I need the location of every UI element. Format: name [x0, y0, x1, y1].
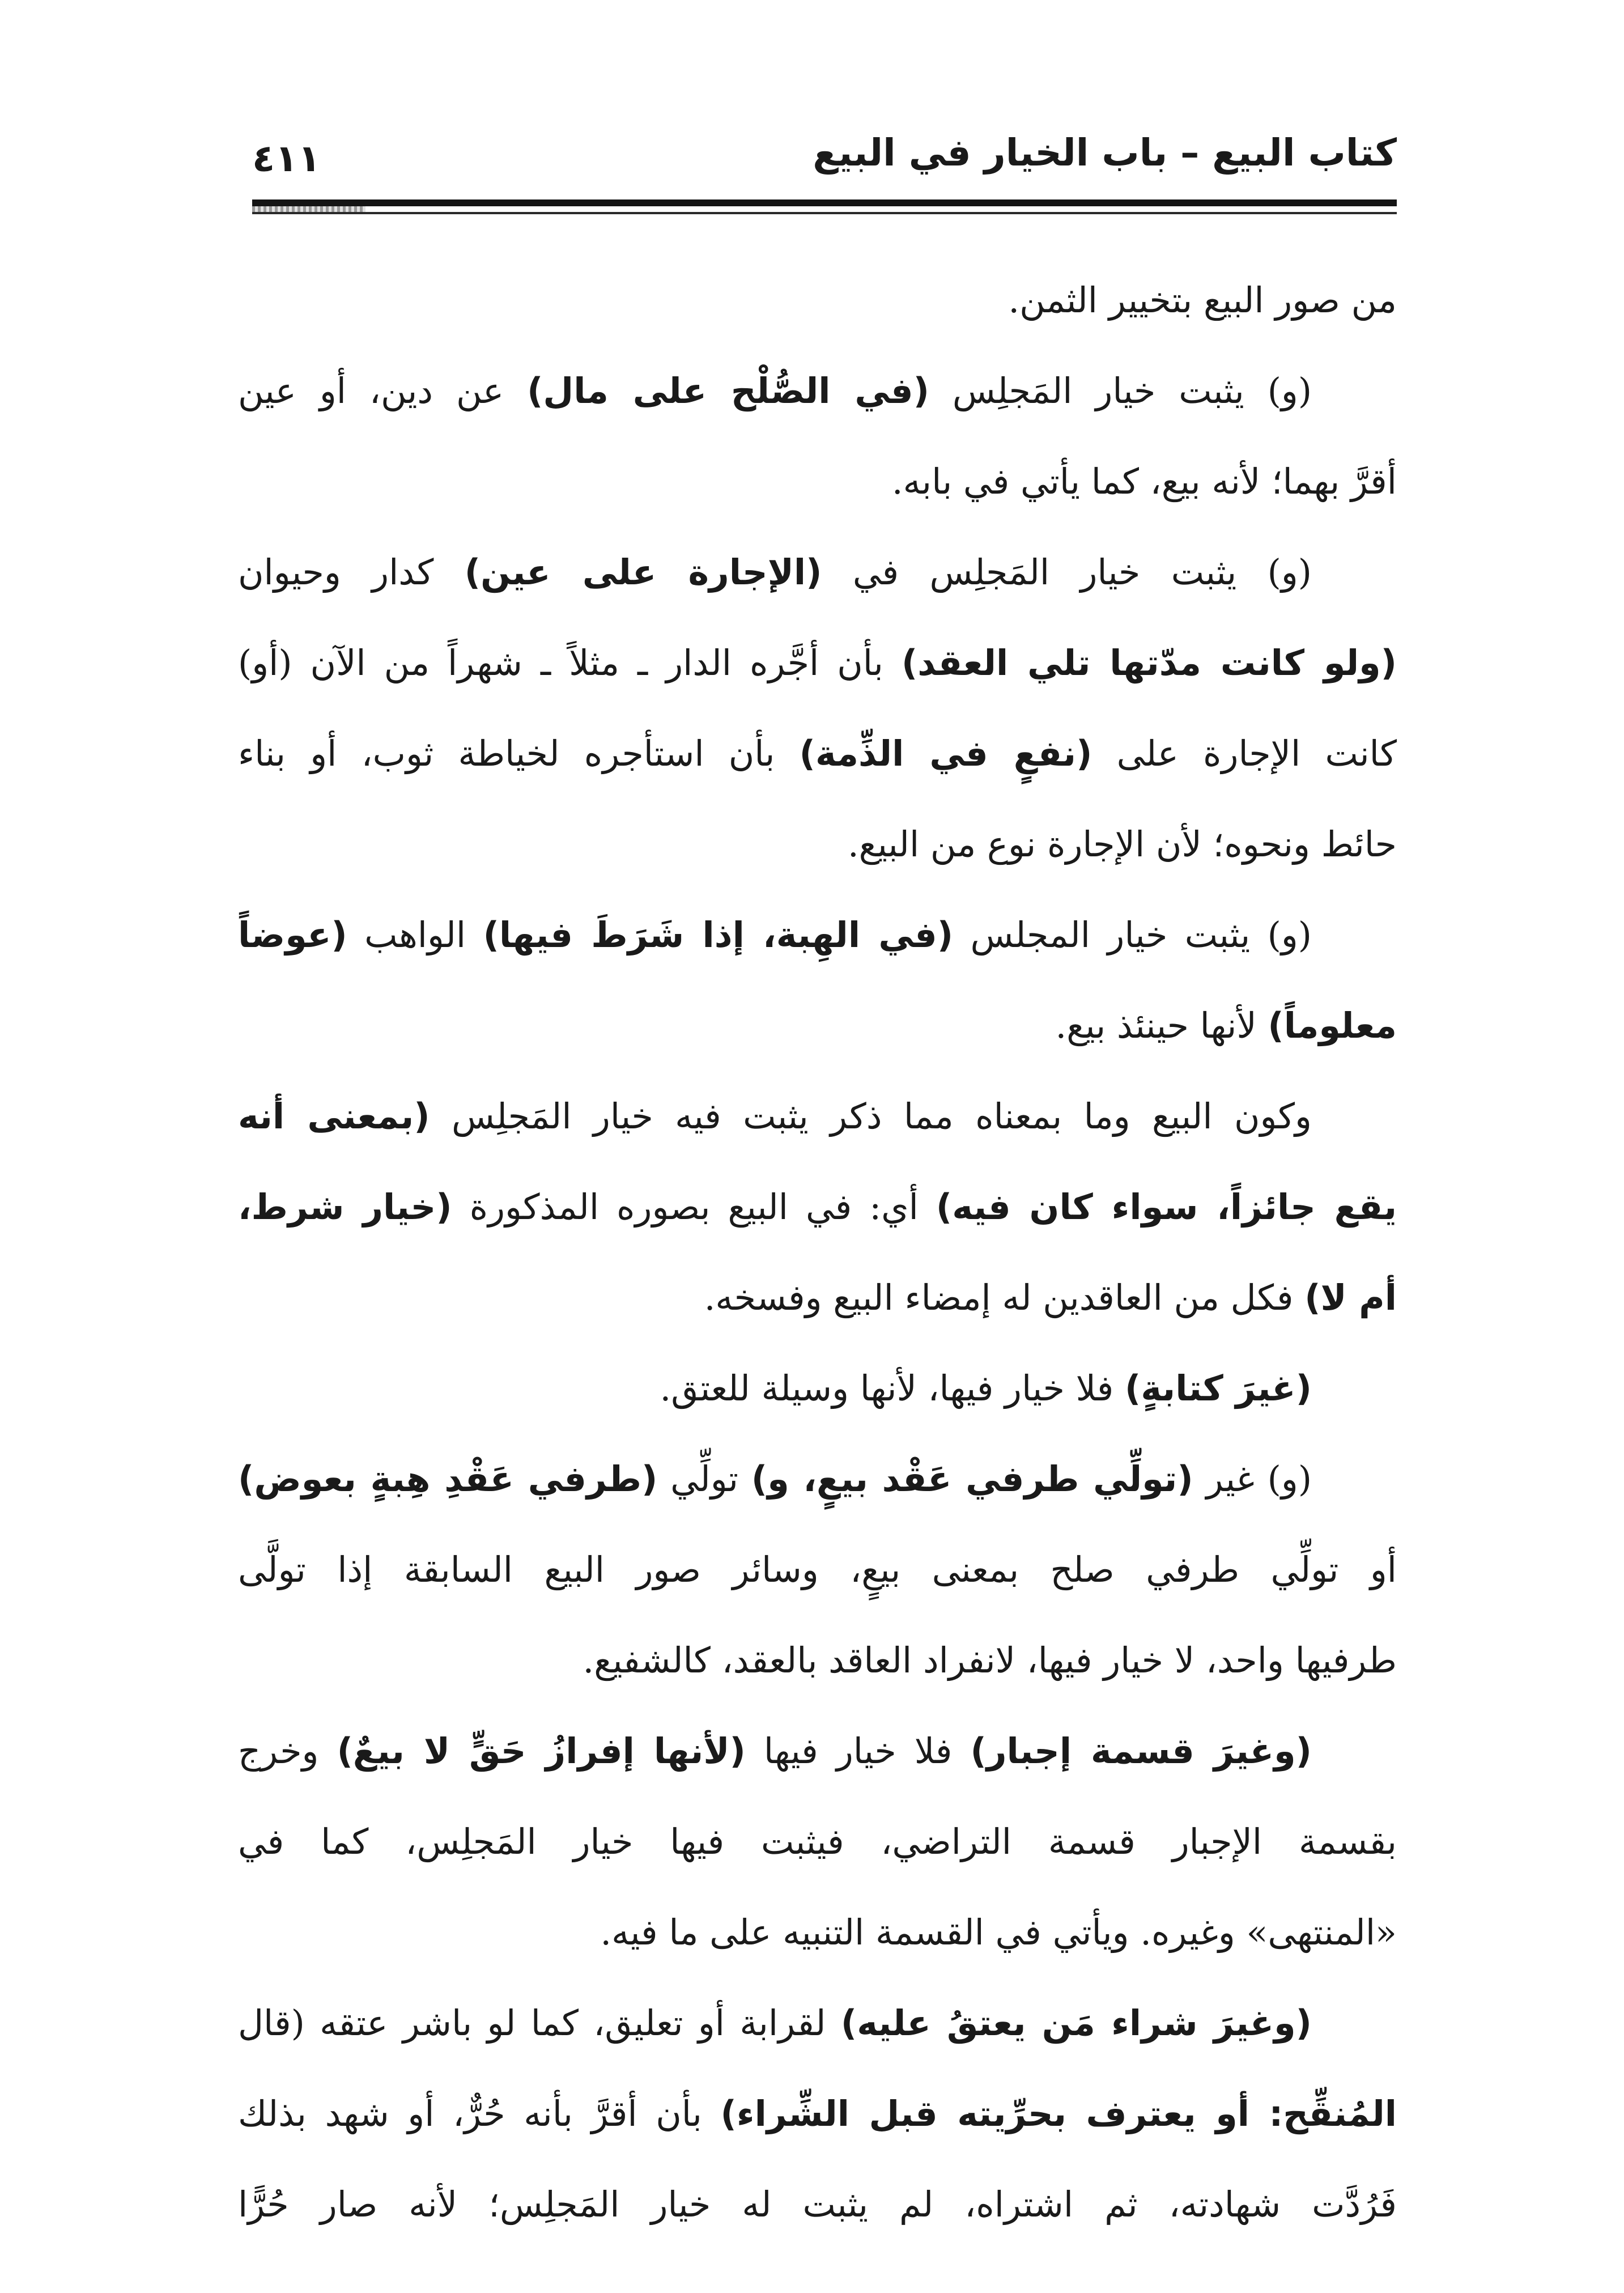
text-segment: بأن أجَّره الدار ـ مثلاً ـ شهراً من الآن (أو) [238, 642, 902, 683]
bold-segment: (تولِّي طرفي عَقْد بيعٍ، و) [751, 1458, 1193, 1500]
text-line [238, 980, 1397, 1071]
text-segment: فَرُدَّت شهادته، ثم اشتراه، لم يثبت له خيار المَجلِس؛ لأنه صار حُرًّا [238, 2184, 1397, 2225]
text-line [238, 1615, 1397, 1706]
bold-segment: (ولو كانت مدّتها تلي العقد) [901, 642, 1397, 683]
text-segment: (و) يثبت خيار المَجلِس في [822, 551, 1312, 593]
text-line [238, 799, 1397, 890]
text-segment: طرفيها واحد، لا خيار فيها، لانفراد العاقد بالعقد، كالشفيع. [583, 1640, 1397, 1681]
text-segment: أقرَّ بهما؛ لأنه بيع، كما يأتي في بابه. [891, 461, 1397, 502]
text-line [238, 436, 1397, 527]
text-segment: «المنتهى» وغيره. ويأتي في القسمة التنبيه على ما فيه. [600, 1912, 1397, 1953]
text-line [238, 618, 1397, 708]
bold-segment: (في الهِبة، إذا شَرَطَ فيها) [483, 914, 954, 956]
text-line [238, 1797, 1397, 1887]
text-segment: فلا خيار فيها [745, 1730, 971, 1772]
text-segment: أي: في البيع بصوره المذكورة [452, 1186, 936, 1228]
header-rule-thick [252, 199, 1397, 206]
bold-segment: (لأنها إفرازُ حَقٍّ لا بيعٌ) [337, 1730, 746, 1772]
text-line [238, 1706, 1397, 1797]
text-line [238, 708, 1397, 799]
text-segment: حائط ونحوه؛ لأن الإجارة نوع من البيع. [847, 823, 1397, 865]
text-segment: لقرابة أو تعليق، كما لو باشر عتقه (قال [238, 2002, 841, 2044]
text-segment: (و) يثبت خيار المَجلِس [929, 370, 1312, 411]
text-segment: تولِّي [657, 1458, 751, 1500]
bold-segment: يقع جائزاً، سواء كان فيه) [936, 1186, 1397, 1228]
bold-segment: المُنقِّح: أو يعترف بحرِّيته قبل الشِّراء) [720, 2093, 1397, 2134]
text-line [238, 1887, 1397, 1978]
text-segment: الواهب [347, 914, 483, 956]
bold-segment: (عوضاً [238, 914, 347, 956]
text-segment: بأن أقرَّ بأنه حُرٌّ، أو شهد بذلك [238, 2093, 721, 2134]
text-line [238, 2069, 1397, 2159]
text-line [238, 1071, 1397, 1162]
header-title: كتاب البيع – باب الخيار في البيع [813, 131, 1397, 175]
text-segment: وخرج [238, 1730, 337, 1772]
bold-segment: (وغيرَ شراء مَن يعتقُ عليه) [840, 2002, 1312, 2044]
bold-segment: (وغيرَ قسمة إجبار) [970, 1730, 1312, 1772]
text-segment: فلا خيار فيها، لأنها وسيلة للعتق. [660, 1368, 1125, 1409]
text-segment: من صور البيع بتخيير الثمن. [1008, 279, 1397, 321]
text-segment: (و) يثبت خيار المجلس [953, 914, 1312, 956]
text-segment: عن دين، أو عين [238, 370, 528, 411]
text-segment: وكون البيع وما بمعناه مما ذكر يثبت فيه خيار المَجلِس [430, 1095, 1312, 1137]
bold-segment: (خيار شرط، [238, 1186, 452, 1228]
text-line [238, 1162, 1397, 1252]
text-line [238, 1978, 1397, 2069]
text-segment: فكل من العاقدين له إمضاء البيع وفسخه. [704, 1277, 1305, 1318]
bold-segment: (بمعنى أنه [238, 1095, 430, 1137]
text-segment: لأنها حينئذ بيع. [1055, 1005, 1268, 1046]
text-line [238, 1434, 1397, 1525]
page-number: ٤١١ [252, 137, 321, 180]
bold-segment: (في الصُّلْح على مال) [527, 370, 929, 411]
text-line [238, 527, 1397, 618]
text-segment: (و) غير [1193, 1458, 1312, 1500]
text-segment: بقسمة الإجبار قسمة التراضي، فيثبت فيها خيار المَجلِس، كما في [238, 1821, 1397, 1862]
running-header [252, 122, 1397, 184]
text-line [238, 1525, 1397, 1615]
bold-segment: (نفعٍ في الذِّمة) [799, 733, 1092, 774]
text-segment: أو تولِّي طرفي صلح بمعنى بيعٍ، وسائر صور البيع السابقة إذا تولَّى [238, 1549, 1397, 1590]
bold-segment: أم لا) [1304, 1277, 1397, 1318]
bold-segment: (الإجارة على عين) [464, 551, 822, 593]
text-segment: بأن استأجره لخياطة ثوب، أو بناء [238, 733, 800, 774]
text-line [238, 255, 1397, 346]
text-segment: كانت الإجارة على [1092, 733, 1397, 774]
text-segment: كدار وحيوان [238, 551, 465, 593]
bold-segment: (طرفي عَقْدِ هِبةٍ بعوض) [238, 1458, 658, 1500]
text-body [238, 255, 1397, 2250]
text-line [238, 890, 1397, 980]
bold-segment: معلوماً) [1268, 1005, 1397, 1046]
text-line [238, 346, 1397, 436]
bold-segment: (غيرَ كتابةٍ) [1124, 1368, 1312, 1409]
header-rule-thin [252, 212, 1397, 214]
text-line [238, 1252, 1397, 1343]
text-line [238, 2159, 1397, 2250]
text-line [238, 1343, 1397, 1434]
